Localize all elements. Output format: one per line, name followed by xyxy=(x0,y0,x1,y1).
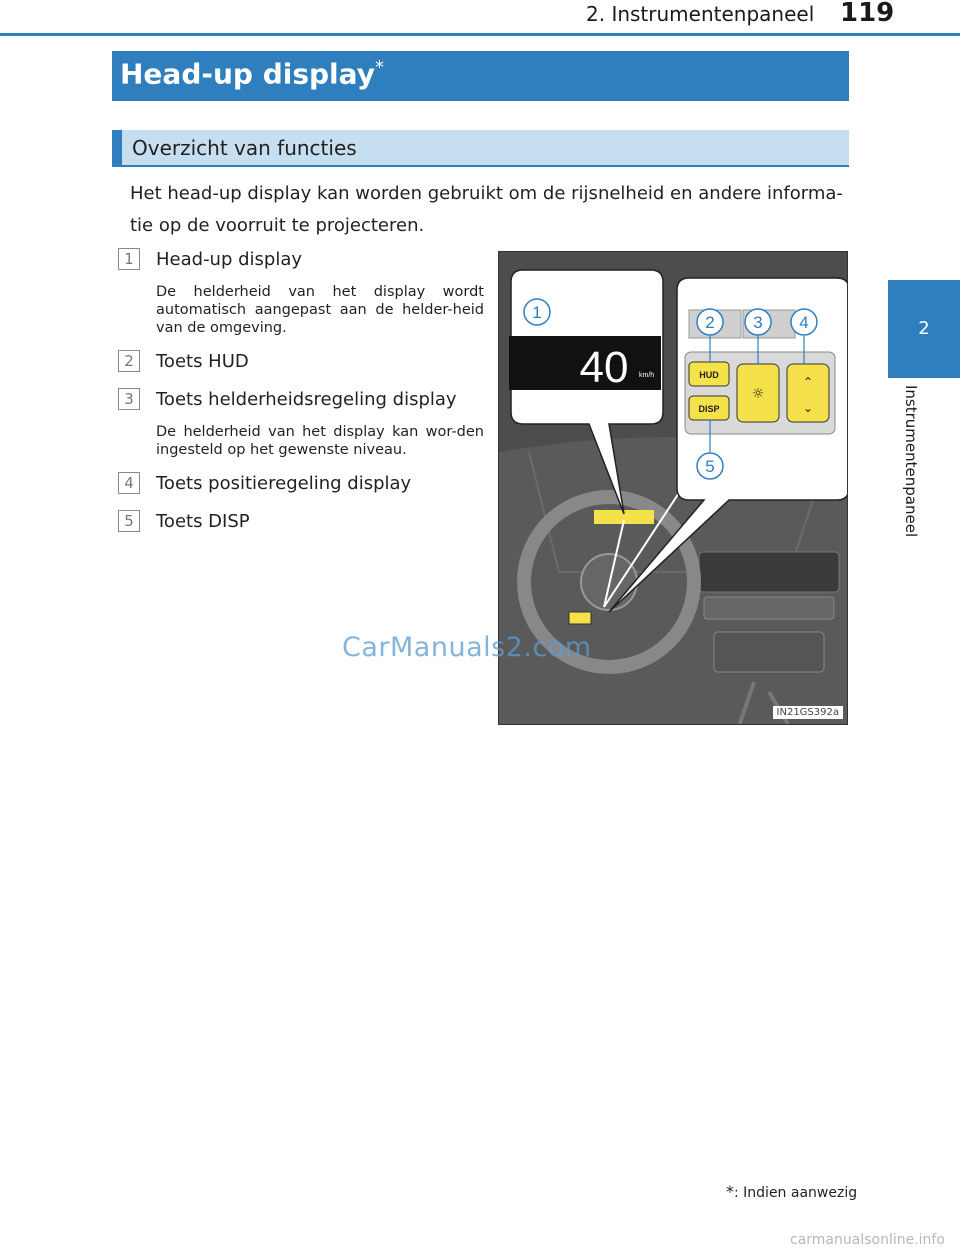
item-number-badge: 3 xyxy=(118,388,140,410)
intro-paragraph: Het head-up display kan worden gebruikt om de rijsnelheid en andere informa-tie op de voorruit te projecteren. xyxy=(130,183,843,236)
center-screen xyxy=(699,552,839,592)
callout-number: 3 xyxy=(753,313,763,332)
item-title: Toets HUD xyxy=(156,351,249,372)
watermark: CarManuals2.com xyxy=(342,632,592,663)
callout-number: 1 xyxy=(532,303,542,322)
steering-switch-highlight xyxy=(569,612,591,624)
callout-number: 4 xyxy=(799,313,809,332)
hud-button-label: HUD xyxy=(699,370,719,380)
item-description: De helderheid van het display kan wor-den ingesteld op het gewenste niveau. xyxy=(156,424,484,458)
chapter-tab[interactable] xyxy=(888,280,960,378)
disp-button-label: DISP xyxy=(698,404,720,414)
header-divider xyxy=(0,33,960,36)
page-title-text: Head-up display xyxy=(120,57,375,91)
item-title: Head-up display xyxy=(156,249,303,270)
center-console xyxy=(714,632,824,672)
list-item xyxy=(118,469,484,499)
list-item xyxy=(118,245,484,337)
chevron-down-icon: ⌄ xyxy=(802,401,814,415)
footnote-star-icon: * xyxy=(726,1182,734,1201)
callout-number: 5 xyxy=(705,457,715,476)
hud-speed-unit: km/h xyxy=(639,372,655,379)
brightness-icon: ☼ xyxy=(751,386,765,402)
chapter-side-label-text: Instrumentenpaneel xyxy=(902,385,920,538)
item-number-badge: 2 xyxy=(118,350,140,372)
item-number-badge: 1 xyxy=(118,248,140,270)
footnote xyxy=(726,1182,857,1201)
list-item xyxy=(118,347,484,377)
page-title-bar xyxy=(112,51,849,101)
optional-star-icon: * xyxy=(374,57,384,78)
item-title: Toets helderheidsregeling display xyxy=(156,389,457,410)
item-number-badge: 5 xyxy=(118,510,140,532)
page-title xyxy=(120,57,384,90)
section-heading: Overzicht van functies xyxy=(132,136,357,160)
list-item xyxy=(118,385,484,459)
footnote-text: : Indien aanwezig xyxy=(734,1185,858,1201)
item-description: De helderheid van het display wordt automatisch aangepast aan de helder-heid van de omgeving. xyxy=(156,284,484,336)
figure-code: IN21GS392a xyxy=(773,706,843,719)
site-watermark[interactable]: carmanualsonline.info xyxy=(790,1232,945,1248)
section-heading-bar xyxy=(112,130,849,167)
running-header-chapter: 2. Instrumentenpaneel xyxy=(586,2,815,26)
item-title: Toets positieregeling display xyxy=(156,473,412,494)
item-number-badge: 4 xyxy=(118,472,140,494)
component-list xyxy=(118,245,484,545)
center-vents xyxy=(704,597,834,619)
hud-speed-value: 40 xyxy=(579,343,629,392)
list-item xyxy=(118,507,484,537)
chevron-up-icon: ⌃ xyxy=(802,375,814,389)
page-number: 119 xyxy=(840,0,895,28)
chapter-side-label xyxy=(898,385,922,565)
item-title: Toets DISP xyxy=(156,511,250,532)
section-heading-accent xyxy=(112,130,122,165)
callout-number: 2 xyxy=(705,313,715,332)
chapter-tab-number: 2 xyxy=(918,318,930,339)
